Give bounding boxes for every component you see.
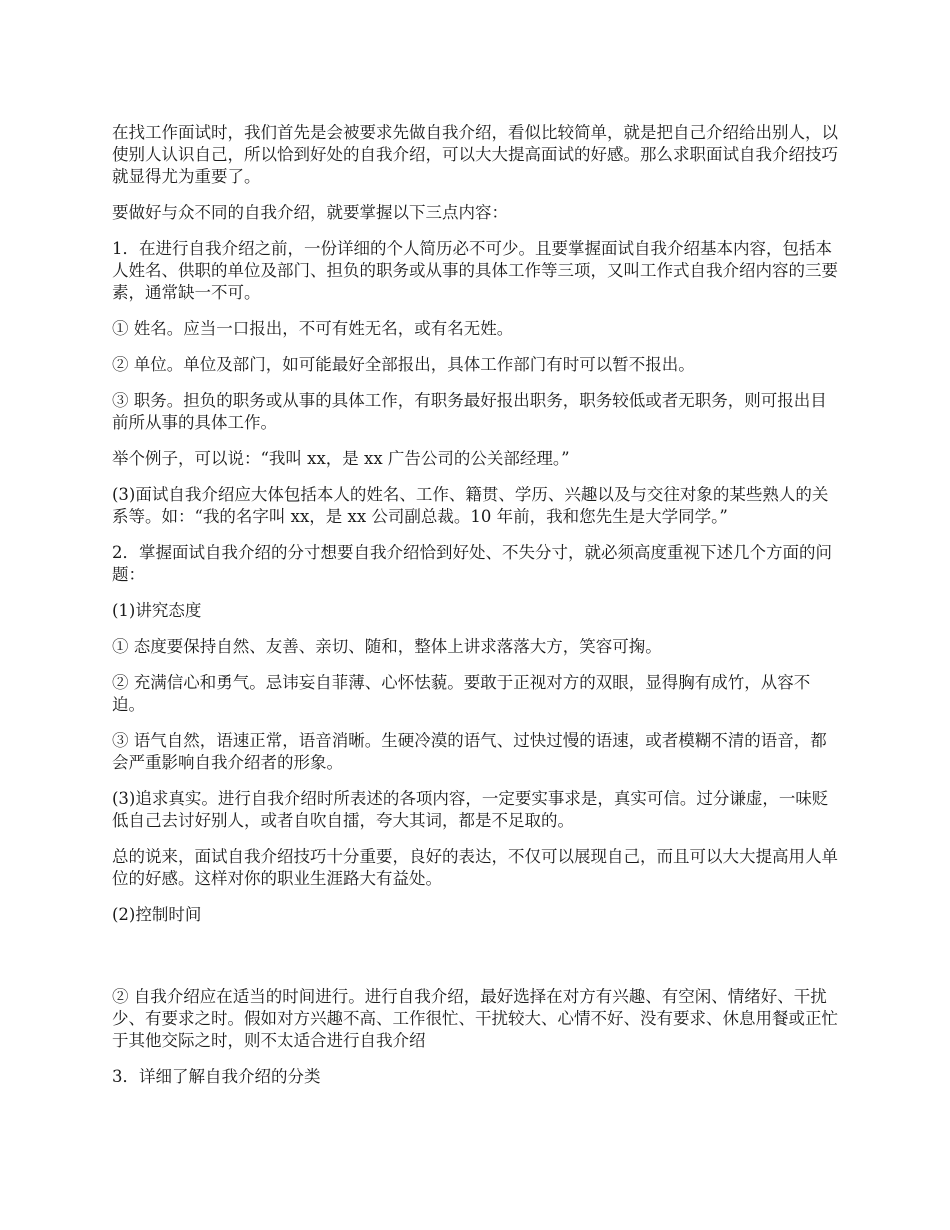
item-position-paragraph: ③ 职务。担负的职务或从事的具体工作，有职务最好报出职务，职务较低或者无职务，则可报出目前所从事的具体工作。 [112,391,827,432]
overview-paragraph: 要做好与众不同的自我介绍，就要掌握以下三点内容： [112,203,508,222]
attitude-item-1: ① 态度要保持自然、友善、亲切、随和，整体上讲求落落大方，笑容可掬。 [112,637,662,656]
time-control-heading: (2)控制时间 [112,905,202,924]
point-2-paragraph: 2．掌握面试自我介绍的分寸想要自我介绍恰到好处、不失分寸，就必须高度重视下述几个方面的问题： [112,543,832,584]
attitude-item-2: ② 充满信心和勇气。忌讳妄自菲薄、心怀怯藐。要敢于正视对方的双眼，显得胸有成竹，从容不迫。 [112,673,811,714]
point-3-paragraph: 3．详细了解自我介绍的分类 [112,1067,321,1086]
item-unit-paragraph: ② 单位。单位及部门，如可能最好全部报出，具体工作部门有时可以暂不报出。 [112,355,695,374]
blank-spacer [112,940,842,986]
example-paragraph: 举个例子，可以说：“我叫 xx，是 xx 广告公司的公关部经理。” [112,449,570,468]
truthfulness-paragraph: (3)追求真实。进行自我介绍时所表述的各项内容，一定要实事求是，真实可信。过分谦虚，一味贬低自己去讨好别人，或者自吹自擂，夸大其词，都是不足取的。 [112,789,829,830]
intro-paragraph: 在找工作面试时，我们首先是会被要求先做自我介绍，看似比较简单，就是把自己介绍给出别人，以使别人认识自己，所以恰到好处的自我介绍，可以大大提高面试的好感。那么求职面试自我介绍技巧就显得尤为重要了。 [112,123,838,186]
timing-paragraph: ② 自我介绍应在适当的时间进行。进行自我介绍，最好选择在对方有兴趣、有空闲、情绪好、干扰少、有要求之时。假如对方兴趣不高、工作很忙、干扰较大、心情不好、没有要求、休息用餐或正忙于其他交际之时，则不太适合进行自我介绍 [112,987,838,1050]
summary-paragraph: 总的说来，面试自我介绍技巧十分重要，良好的表达，不仅可以展现自己，而且可以大大提高用人单位的好感。这样对你的职业生涯路大有益处。 [112,847,838,888]
document-body [112,122,842,1102]
point-1-paragraph: 1．在进行自我介绍之前，一份详细的个人简历必不可少。且要掌握面试自我介绍基本内容，包括本人姓名、供职的单位及部门、担负的职务或从事的具体工作等三项，又叫工作式自我介绍内容的三要素，通常缺一不可。 [112,239,838,302]
item-name-paragraph: ① 姓名。应当一口报出，不可有姓无名，或有名无姓。 [112,319,514,338]
content-scope-paragraph: (3)面试自我介绍应大体包括本人的姓名、工作、籍贯、学历、兴趣以及与交往对象的某些熟人的关系等。如：“我的名字叫 xx，是 xx 公司副总裁。10 年前，我和您先生是大学同学。” [112,485,829,526]
attitude-item-3: ③ 语气自然，语速正常，语音消晰。生硬冷漠的语气、过快过慢的语速，或者模糊不清的语音，都会严重影响自我介绍者的形象。 [112,731,827,772]
attitude-heading: (1)讲究态度 [112,601,202,620]
